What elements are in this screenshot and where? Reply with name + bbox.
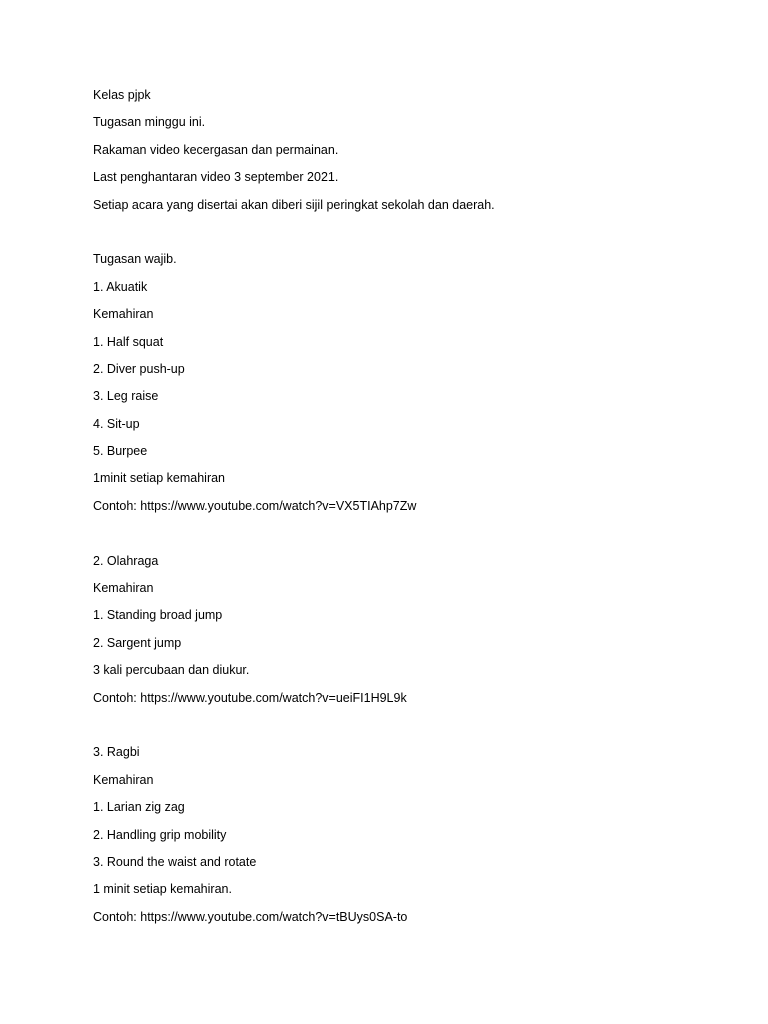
section-heading: 2. Olahraga — [93, 553, 159, 568]
example-link: Contoh: https://www.youtube.com/watch?v=VX5TIAhp7Zw — [93, 498, 417, 513]
section-heading: 1. Akuatik — [93, 279, 148, 294]
section-heading: Tugasan wajib. — [93, 252, 177, 267]
list-item: 4. Sit-up — [93, 416, 140, 431]
list-item: 1. Standing broad jump — [93, 608, 223, 623]
section-heading: 3. Ragbi — [93, 745, 140, 760]
list-item: 2. Handling grip mobility — [93, 827, 227, 842]
list-item: 2. Diver push-up — [93, 361, 185, 376]
text-line: Tugasan minggu ini. — [93, 115, 206, 130]
list-item: 3. Leg raise — [93, 389, 159, 404]
document-body — [93, 86, 713, 935]
text-line: Rakaman video kecergasan dan permainan. — [93, 142, 339, 157]
class-title: Kelas pjpk — [93, 88, 151, 102]
text-line: Kemahiran — [93, 581, 154, 596]
text-line: 1 minit setiap kemahiran. — [93, 882, 232, 897]
text-line: Kemahiran — [93, 772, 154, 787]
text-line: Last penghantaran video 3 september 2021. — [93, 170, 339, 185]
list-item: 1. Half squat — [93, 334, 164, 349]
blank-line — [93, 716, 713, 743]
list-item: 1. Larian zig zag — [93, 800, 185, 815]
list-item: 3. Round the waist and rotate — [93, 854, 257, 869]
text-line: Setiap acara yang disertai akan diberi sijil peringkat sekolah dan daerah. — [93, 197, 495, 212]
text-line: 3 kali percubaan dan diukur. — [93, 663, 250, 678]
list-item: 5. Burpee — [93, 444, 148, 459]
text-line: 1minit setiap kemahiran — [93, 471, 226, 486]
list-item: 2. Sargent jump — [93, 635, 182, 650]
blank-line — [93, 524, 713, 551]
text-line: Kemahiran — [93, 307, 154, 322]
blank-line — [93, 223, 713, 250]
example-link: Contoh: https://www.youtube.com/watch?v=tBUys0SA-to — [93, 909, 408, 924]
example-link: Contoh: https://www.youtube.com/watch?v=ueiFI1H9L9k — [93, 690, 407, 705]
